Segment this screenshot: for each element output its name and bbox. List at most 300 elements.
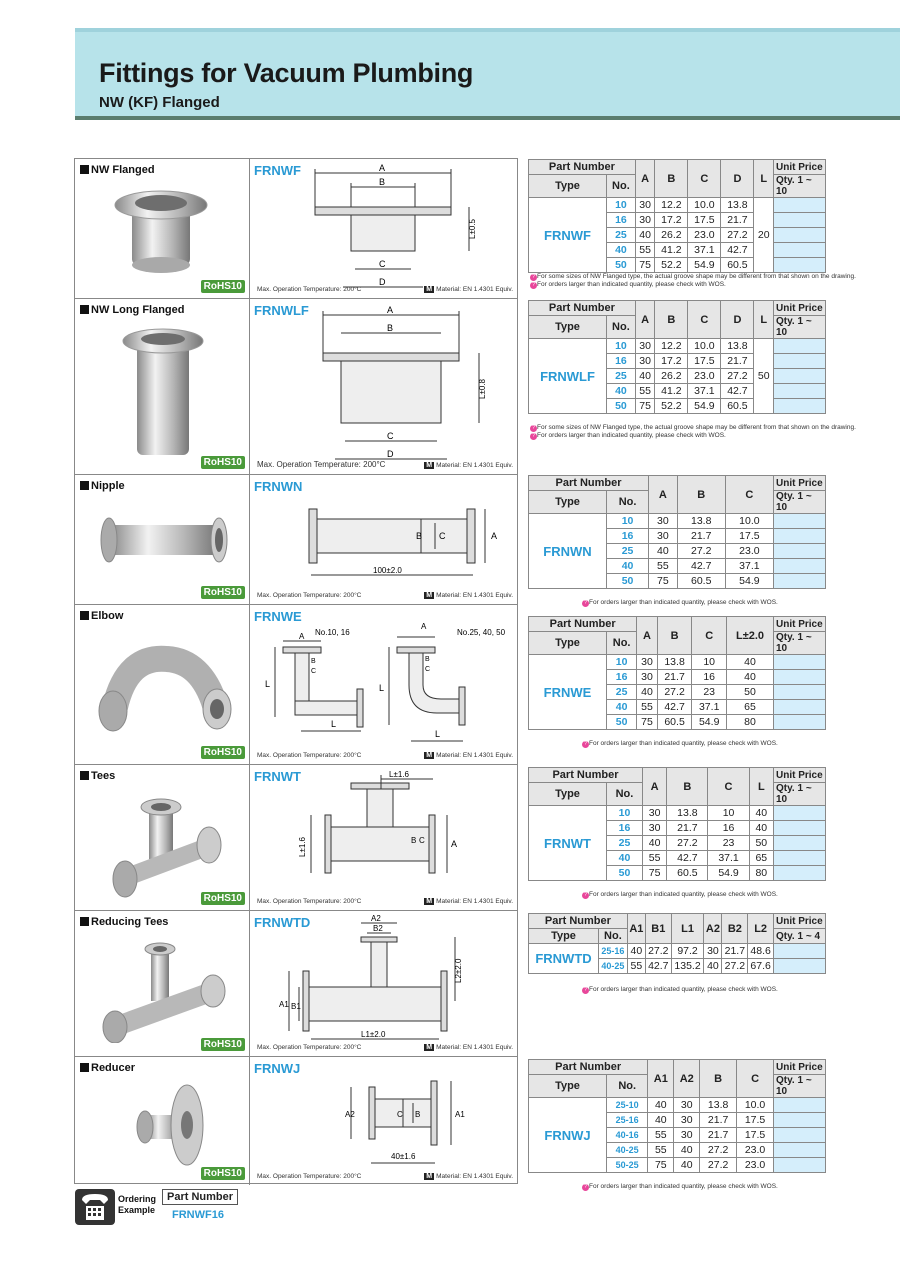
dim-label: B	[415, 1110, 421, 1119]
price-cell	[774, 851, 826, 866]
info-icon: ?	[530, 433, 537, 440]
elbow-sub-label: No.25, 40, 50	[457, 628, 506, 637]
material-label: Material:	[436, 898, 462, 905]
type-header: Type	[529, 1075, 607, 1098]
no-cell: 25	[607, 369, 636, 384]
info-icon: ?	[582, 892, 589, 899]
value-cell: 21.7	[700, 1113, 737, 1128]
value-cell: 27.2	[722, 959, 748, 974]
dim-label: A	[387, 305, 394, 315]
col-header: C	[708, 768, 749, 806]
drawing-cell	[251, 765, 517, 910]
dim-label: B	[311, 658, 316, 665]
product-photo-cell	[75, 605, 250, 764]
value-cell: 40	[704, 959, 722, 974]
note-text: For orders larger than indicated quantity, please check with WOS.	[589, 1183, 778, 1190]
value-cell: 40	[649, 544, 678, 559]
value-cell: 54.9	[692, 715, 727, 730]
unit-price-header: Unit Price	[774, 768, 826, 783]
col-header: A	[642, 768, 666, 806]
header-top-bar	[75, 28, 900, 32]
price-cell	[774, 944, 826, 959]
product-code: FRNWTD	[254, 915, 311, 930]
value-cell: 12.2	[655, 198, 688, 213]
no-cell: 16	[607, 213, 636, 228]
value-cell: 21.7	[677, 529, 725, 544]
value-cell: 40	[635, 369, 655, 384]
material-value: EN 1.4301 Equiv.	[462, 286, 513, 293]
dim-label: B	[425, 656, 430, 663]
type-cell: FRNWJ	[529, 1098, 607, 1173]
dim-label: L	[435, 729, 441, 739]
no-cell: 25	[607, 228, 636, 243]
product-row-nipple	[75, 475, 517, 605]
dim-label: C	[419, 836, 425, 845]
category-label: NW Flanged	[80, 164, 155, 176]
value-cell: 55	[648, 1128, 674, 1143]
value-cell: 40	[648, 1113, 674, 1128]
col-header: D	[721, 160, 754, 198]
product-code: FRNWE	[254, 609, 302, 624]
value-cell: 16	[708, 821, 749, 836]
price-cell	[774, 715, 826, 730]
type-header: Type	[529, 175, 607, 198]
info-icon: ?	[582, 987, 589, 994]
product-panel	[74, 158, 518, 1184]
shared-value-cell: 20	[754, 198, 774, 273]
value-cell: 37.1	[708, 851, 749, 866]
nw-long-flanged-photo	[115, 321, 210, 461]
max-temp: Max. Operation Temperature: 200°C	[257, 460, 386, 469]
note-orders	[530, 281, 726, 289]
price-cell	[774, 529, 826, 544]
price-cell	[774, 685, 826, 700]
ordering-label-line1: Ordering	[118, 1194, 157, 1204]
col-header: C	[692, 617, 727, 655]
value-cell: 97.2	[671, 944, 704, 959]
note-groove	[530, 424, 856, 432]
dim-label: L±0.5	[468, 219, 477, 239]
spec-table-frnwt	[528, 767, 826, 881]
product-code: FRNWJ	[254, 1061, 301, 1076]
col-header: B	[677, 476, 725, 514]
price-cell	[774, 399, 826, 414]
no-cell: 50	[607, 574, 649, 589]
product-code: FRNWF	[254, 163, 301, 178]
price-cell	[774, 655, 826, 670]
col-header: L	[749, 768, 773, 806]
spec-table-frnwlf	[528, 300, 826, 414]
col-header: A	[637, 617, 657, 655]
col-header: C	[725, 476, 773, 514]
value-cell: 54.9	[688, 399, 721, 414]
value-cell: 30	[674, 1113, 700, 1128]
col-header: L	[754, 160, 774, 198]
no-cell: 25	[607, 685, 637, 700]
price-cell	[774, 821, 826, 836]
no-cell: 40	[607, 559, 649, 574]
frnwt-drawing	[251, 765, 517, 911]
value-cell: 40	[749, 821, 773, 836]
product-row-tees	[75, 765, 517, 911]
no-cell: 25-16	[607, 1113, 648, 1128]
type-header: Type	[529, 491, 607, 514]
unit-price-header: Unit Price	[774, 301, 826, 316]
product-photo-cell	[75, 475, 250, 604]
no-cell: 16	[607, 354, 636, 369]
price-cell	[774, 806, 826, 821]
dim-label: L	[379, 683, 385, 693]
value-cell: 27.2	[721, 228, 754, 243]
no-cell: 10	[607, 339, 636, 354]
dim-label: A	[421, 622, 427, 631]
part-number-header: Part Number	[529, 617, 637, 632]
value-cell: 23.0	[688, 369, 721, 384]
nw-flanged-photo	[110, 189, 210, 279]
part-number-header: Part Number	[529, 768, 643, 783]
max-temp: Max. Operation Temperature: 200°C	[257, 898, 362, 905]
price-cell	[774, 1143, 826, 1158]
frnwn-drawing	[251, 475, 517, 605]
value-cell: 75	[642, 866, 666, 881]
value-cell: 52.2	[655, 399, 688, 414]
price-cell	[774, 243, 826, 258]
price-cell	[774, 1098, 826, 1113]
no-cell: 40	[607, 243, 636, 258]
value-cell: 30	[635, 198, 655, 213]
value-cell: 27.2	[677, 544, 725, 559]
no-cell: 16	[607, 821, 643, 836]
price-cell	[774, 1113, 826, 1128]
page-header	[75, 28, 900, 120]
value-cell: 17.5	[725, 529, 773, 544]
part-number-header: Part Number	[529, 301, 636, 316]
value-cell: 135.2	[671, 959, 704, 974]
value-cell: 30	[637, 670, 657, 685]
price-cell	[774, 544, 826, 559]
dim-label: C	[311, 668, 317, 675]
material-label: Material:	[436, 752, 462, 759]
value-cell: 50	[727, 685, 774, 700]
frnwe-drawing	[251, 605, 517, 765]
col-header: C	[688, 301, 721, 339]
value-cell: 26.2	[655, 228, 688, 243]
value-cell: 27.2	[700, 1158, 737, 1173]
value-cell: 13.8	[721, 198, 754, 213]
no-header: No.	[607, 175, 636, 198]
price-cell	[774, 836, 826, 851]
qty-header: Qty. 1 ~ 10	[774, 316, 826, 339]
value-cell: 10.0	[688, 198, 721, 213]
product-row-nw-flanged	[75, 159, 517, 299]
max-temp: Max. Operation Temperature: 200°C	[257, 752, 362, 759]
dim-label: L±0.8	[478, 379, 487, 399]
value-cell: 17.5	[688, 354, 721, 369]
rohs-badge: RoHS10	[201, 1167, 245, 1180]
material-label: Material:	[436, 1044, 462, 1051]
note-text: For orders larger than indicated quantity, please check with WOS.	[589, 891, 778, 898]
part-number-header: Part Number	[529, 160, 636, 175]
no-cell: 50	[607, 715, 637, 730]
product-row-elbow	[75, 605, 517, 765]
product-photo-cell	[75, 765, 250, 910]
material-icon: M	[426, 898, 433, 905]
material-value: EN 1.4301 Equiv.	[462, 1044, 513, 1051]
value-cell: 41.2	[655, 384, 688, 399]
page-title: Fittings for Vacuum Plumbing	[99, 58, 474, 88]
note-text: For orders larger than indicated quantity, please check with WOS.	[537, 281, 726, 288]
reducer-photo	[125, 1077, 225, 1177]
value-cell: 67.6	[748, 959, 774, 974]
value-cell: 80	[749, 866, 773, 881]
shared-value-cell: 50	[754, 339, 774, 414]
spec-table-frnwn	[528, 475, 826, 589]
no-cell: 40-16	[607, 1128, 648, 1143]
value-cell: 60.5	[677, 574, 725, 589]
unit-price-header: Unit Price	[774, 160, 826, 175]
material-icon: M	[426, 286, 433, 293]
value-cell: 21.7	[721, 213, 754, 228]
dim-label: D	[387, 449, 394, 459]
material-icon: M	[426, 752, 433, 759]
rohs-badge: RoHS10	[201, 280, 245, 293]
value-cell: 30	[674, 1098, 700, 1113]
price-cell	[774, 670, 826, 685]
max-temp: Max. Operation Temperature: 200°C	[257, 1044, 362, 1051]
dim-label: L2±2.0	[454, 958, 463, 983]
elbow-sub-label: No.10, 16	[315, 628, 350, 637]
value-cell: 13.8	[721, 339, 754, 354]
type-header: Type	[529, 783, 607, 806]
product-row-reducing-tees	[75, 911, 517, 1057]
price-cell	[774, 213, 826, 228]
max-temp: Max. Operation Temperature: 200°C	[257, 1173, 362, 1180]
value-cell: 75	[648, 1158, 674, 1173]
col-header: A	[635, 301, 655, 339]
info-icon: ?	[530, 282, 537, 289]
rohs-badge: RoHS10	[201, 746, 245, 759]
col-header: B	[655, 301, 688, 339]
value-cell: 26.2	[655, 369, 688, 384]
col-header: C	[737, 1060, 774, 1098]
col-header: L2	[748, 914, 774, 944]
type-cell: FRNWTD	[529, 944, 599, 974]
material-label: Material:	[436, 592, 462, 599]
value-cell: 75	[649, 574, 678, 589]
no-cell: 10	[607, 655, 637, 670]
dim-label: L±1.6	[389, 770, 409, 779]
value-cell: 27.2	[645, 944, 671, 959]
note-text: For orders larger than indicated quantity, please check with WOS.	[537, 432, 726, 439]
dim-label: 100±2.0	[373, 566, 402, 575]
type-cell: FRNWF	[529, 198, 607, 273]
price-cell	[774, 1158, 826, 1173]
no-cell: 40-25	[599, 959, 628, 974]
value-cell: 75	[635, 258, 655, 273]
value-cell: 30	[635, 354, 655, 369]
price-cell	[774, 384, 826, 399]
value-cell: 42.7	[667, 851, 708, 866]
product-photo-cell	[75, 159, 250, 298]
value-cell: 65	[749, 851, 773, 866]
type-cell: FRNWT	[529, 806, 607, 881]
dim-label: L±1.6	[298, 837, 307, 857]
value-cell: 40	[637, 685, 657, 700]
dim-label: A1	[279, 1000, 289, 1009]
price-cell	[774, 369, 826, 384]
value-cell: 12.2	[655, 339, 688, 354]
value-cell: 17.2	[655, 213, 688, 228]
value-cell: 30	[674, 1128, 700, 1143]
material-label: Material:	[436, 286, 462, 293]
value-cell: 23	[708, 836, 749, 851]
value-cell: 10.0	[737, 1098, 774, 1113]
type-cell: FRNWN	[529, 514, 607, 589]
dim-label: D	[379, 277, 386, 287]
value-cell: 55	[648, 1143, 674, 1158]
value-cell: 41.2	[655, 243, 688, 258]
rohs-badge: RoHS10	[201, 892, 245, 905]
material-icon: M	[426, 1173, 433, 1180]
material-label: Material:	[436, 1173, 462, 1180]
value-cell: 55	[642, 851, 666, 866]
no-cell: 25-16	[599, 944, 628, 959]
value-cell: 37.1	[725, 559, 773, 574]
value-cell: 17.2	[655, 354, 688, 369]
material	[424, 1044, 513, 1051]
dim-label: 40±1.6	[391, 1152, 416, 1161]
value-cell: 13.8	[700, 1098, 737, 1113]
qty-header: Qty. 1 ~ 4	[774, 929, 826, 944]
material-value: EN 1.4301 Equiv.	[462, 752, 513, 759]
rohs-badge: RoHS10	[201, 1038, 245, 1051]
material-value: EN 1.4301 Equiv.	[462, 898, 513, 905]
material-label: Material:	[436, 462, 462, 469]
value-cell: 10.0	[688, 339, 721, 354]
col-header: B1	[645, 914, 671, 944]
spec-table-frnwtd	[528, 913, 826, 974]
material	[424, 592, 513, 599]
note-orders	[582, 740, 778, 748]
value-cell: 52.2	[655, 258, 688, 273]
price-cell	[774, 514, 826, 529]
dim-label: A1	[455, 1110, 465, 1119]
col-header: B	[667, 768, 708, 806]
dim-label: B2	[373, 924, 383, 933]
category-label: NW Long Flanged	[80, 304, 184, 316]
dim-label: A	[379, 163, 386, 173]
value-cell: 21.7	[667, 821, 708, 836]
value-cell: 60.5	[657, 715, 692, 730]
qty-header: Qty. 1 ~ 10	[774, 783, 826, 806]
product-photo-cell	[75, 911, 250, 1056]
frnwlf-drawing	[251, 299, 517, 475]
no-cell: 10	[607, 514, 649, 529]
value-cell: 27.2	[721, 369, 754, 384]
value-cell: 13.8	[667, 806, 708, 821]
dim-label: C	[425, 666, 431, 673]
drawing-cell	[251, 299, 517, 474]
price-cell	[774, 354, 826, 369]
value-cell: 75	[637, 715, 657, 730]
value-cell: 27.2	[657, 685, 692, 700]
value-cell: 37.1	[692, 700, 727, 715]
part-number-header: Part Number	[529, 1060, 648, 1075]
ordering-part-number-label: Part Number	[162, 1189, 238, 1205]
ordering-label-line2: Example	[118, 1205, 156, 1215]
value-cell: 40	[627, 944, 645, 959]
col-header: A	[649, 476, 678, 514]
qty-header: Qty. 1 ~ 10	[774, 632, 826, 655]
col-header: A1	[648, 1060, 674, 1098]
ordering-part-number-value: FRNWF16	[172, 1209, 224, 1221]
value-cell: 30	[642, 806, 666, 821]
page-subtitle: NW (KF) Flanged	[99, 94, 220, 111]
unit-price-header: Unit Price	[774, 476, 826, 491]
dim-label: A	[299, 632, 305, 641]
price-cell	[774, 959, 826, 974]
value-cell: 30	[642, 821, 666, 836]
no-cell: 10	[607, 806, 643, 821]
no-cell: 40	[607, 851, 643, 866]
value-cell: 54.9	[688, 258, 721, 273]
dim-label: A2	[371, 914, 381, 923]
value-cell: 21.7	[722, 944, 748, 959]
no-cell: 25	[607, 544, 649, 559]
dim-label: C	[397, 1110, 403, 1119]
rohs-badge: RoHS10	[201, 456, 245, 469]
no-cell: 40-25	[607, 1143, 648, 1158]
no-cell: 40	[607, 700, 637, 715]
dim-label: L	[331, 719, 337, 729]
info-icon: ?	[530, 425, 537, 432]
material-icon: M	[426, 1044, 433, 1051]
value-cell: 27.2	[700, 1143, 737, 1158]
col-header: L	[754, 301, 774, 339]
price-cell	[774, 866, 826, 881]
value-cell: 48.6	[748, 944, 774, 959]
note-orders	[530, 432, 726, 440]
material-value: EN 1.4301 Equiv.	[462, 1173, 513, 1180]
price-cell	[774, 1128, 826, 1143]
value-cell: 40	[727, 655, 774, 670]
info-icon: ?	[530, 274, 537, 281]
spec-table-frnwf	[528, 159, 826, 273]
spec-table-frnwe	[528, 616, 826, 730]
value-cell: 30	[649, 514, 678, 529]
qty-header: Qty. 1 ~ 10	[774, 1075, 826, 1098]
note-text: For some sizes of NW Flanged type, the actual groove shape may be different from that shown on the drawing.	[537, 273, 856, 280]
note-orders	[582, 986, 778, 994]
no-header: No.	[607, 1075, 648, 1098]
value-cell: 10	[708, 806, 749, 821]
value-cell: 42.7	[677, 559, 725, 574]
material	[424, 462, 513, 469]
unit-price-header: Unit Price	[774, 617, 826, 632]
product-code: FRNWLF	[254, 303, 309, 318]
value-cell: 60.5	[667, 866, 708, 881]
no-header: No.	[607, 316, 636, 339]
value-cell: 80	[727, 715, 774, 730]
value-cell: 55	[637, 700, 657, 715]
value-cell: 54.9	[708, 866, 749, 881]
no-header: No.	[607, 783, 643, 806]
dim-label: B	[416, 531, 423, 541]
material	[424, 1173, 513, 1180]
info-icon: ?	[582, 741, 589, 748]
no-header: No.	[607, 491, 649, 514]
value-cell: 27.2	[667, 836, 708, 851]
